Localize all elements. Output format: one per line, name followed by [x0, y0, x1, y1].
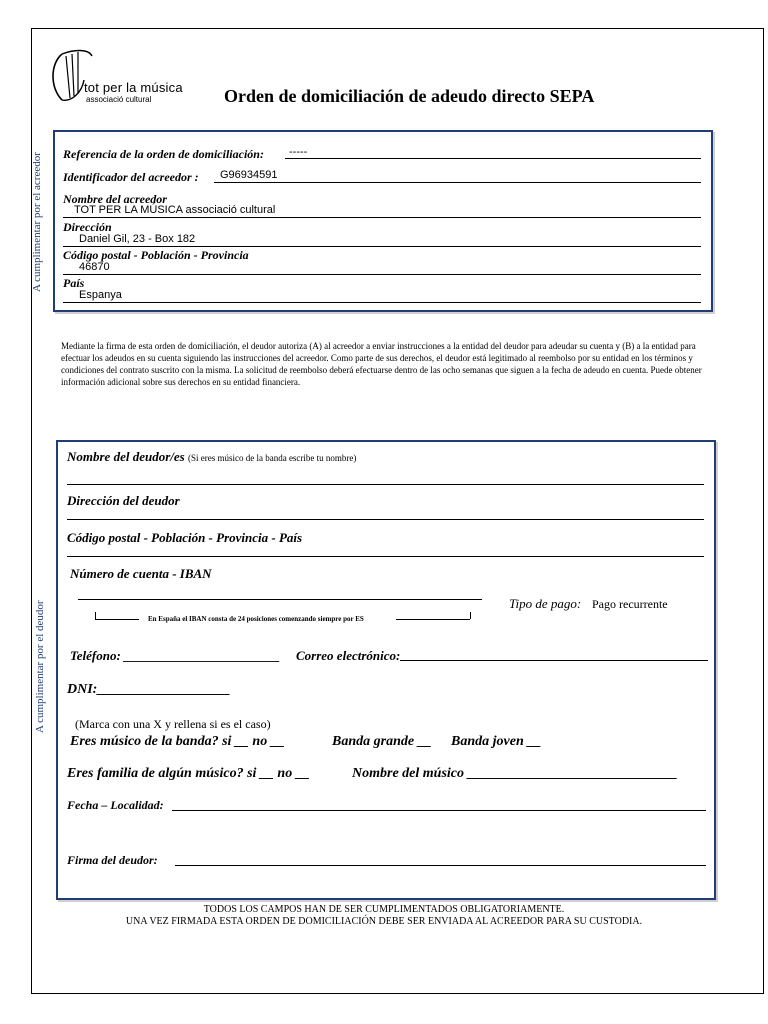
footer-line-1: TODOS LOS CAMPOS HAN DE SER CUMPLIMENTADOS OBLIGATORIAMENTE. [203, 904, 565, 915]
iban-label: Número de cuenta - IBAN [70, 566, 212, 581]
musician-name-label: Nombre del músico ______________________________ [352, 766, 678, 781]
reference-label: Referencia de la orden de domiciliación: [63, 147, 264, 161]
creditor-name-value: TOT PER LA MÚSICA associació cultural [74, 204, 276, 216]
dni-label: DNI:___________________ [67, 682, 231, 697]
side-label-debtor: A cumplimentar por el deudor [34, 600, 46, 733]
creditor-name-line [63, 217, 701, 218]
org-subtitle: associació cultural [86, 95, 152, 104]
debtor-address-label: Dirección del deudor [67, 493, 180, 508]
creditor-postal-line [63, 274, 701, 275]
signature-label: Firma del deudor: [67, 853, 158, 867]
creditor-postal-value: 46870 [79, 261, 110, 273]
creditor-address-value: Daniel Gil, 23 - Box 182 [79, 233, 196, 245]
band-young-option[interactable]: Banda joven __ [451, 734, 542, 749]
family-question: Eres familia de algún músico? si __ no __ [67, 766, 310, 781]
debtor-address-input[interactable] [67, 519, 704, 520]
email-label: Correo electrónico: [296, 648, 401, 663]
iban-hint: En España el IBAN consta de 24 posiciones comenzando siempre por ES [148, 615, 364, 623]
iban-bracket-right-tick [470, 612, 471, 619]
iban-bracket-left [95, 619, 139, 620]
band-big-option[interactable]: Banda grande __ [332, 734, 432, 749]
identifier-value: G96934591 [220, 169, 278, 181]
iban-bracket-right [396, 619, 470, 620]
phone-label: Teléfono: ________________________ [70, 648, 281, 663]
side-label-creditor: A cumplimentar por el acreedor [31, 152, 43, 292]
musician-question: Eres músico de la banda? si __ no __ [70, 734, 285, 749]
identifier-line [214, 182, 701, 183]
creditor-postal-label: Código postal - Población - Provincia [63, 248, 249, 262]
document-title: Orden de domiciliación de adeudo directo SEPA [224, 86, 595, 106]
payment-type-label: Tipo de pago: [509, 596, 582, 611]
footer-line-2: UNA VEZ FIRMADA ESTA ORDEN DE DOMICILIACIÓN DEBE SER ENVIADA AL ACREEDOR PARA SU CUSTODIA. [125, 916, 643, 927]
debtor-postal-input[interactable] [67, 556, 704, 557]
iban-bracket-left-tick [95, 612, 96, 619]
creditor-address-line [63, 246, 701, 247]
legal-text: Mediante la firma de esta orden de domiciliación, el deudor autoriza (A) al acreedor a enviar instrucciones a la entidad del deudor para adeudar su cuenta y (B) a la entidad para efectuar los adeudos en su cuenta siguiendo las instrucciones del acreedor. Como parte de sus derechos, el deudor está legitimado al reembolso por su entidad en los términos y condiciones del contrato suscrito con la misma. La solicitud de reembolso deberá efectuarse dentro de las ocho semanas que siguen a la fecha de adeudo en cuenta. Puede obtener información adicional sobre sus derechos en su entidad financiera. [61, 341, 702, 387]
iban-input[interactable] [78, 599, 482, 600]
debtor-name-hint: (Si eres músico de la banda escribe tu nombre) [187, 453, 357, 463]
debtor-name-label-text: Nombre del deudor/es [67, 449, 185, 464]
reference-value: ----- [289, 146, 308, 158]
date-location-label: Fecha – Localidad: [67, 798, 164, 812]
email-input[interactable] [400, 660, 708, 661]
signature-input[interactable] [175, 865, 706, 866]
reference-line [285, 158, 701, 159]
payment-type-value: Pago recurrente [592, 597, 668, 611]
org-name: tot per la música [84, 80, 183, 95]
creditor-address-label: Dirección [63, 220, 112, 234]
creditor-country-label: País [63, 276, 85, 290]
identifier-label: Identificador del acreedor : [63, 170, 199, 184]
mark-hint: (Marca con una X y rellena si es el caso) [75, 717, 271, 731]
creditor-country-value: Espanya [79, 289, 122, 301]
creditor-country-line [63, 302, 701, 303]
date-location-input[interactable] [172, 810, 706, 811]
debtor-postal-label: Código postal - Población - Provincia - País [67, 530, 303, 545]
creditor-name-label: Nombre del acreedor [63, 192, 167, 206]
debtor-name-input[interactable] [67, 484, 704, 485]
debtor-section [56, 440, 716, 900]
debtor-name-label [67, 449, 356, 465]
